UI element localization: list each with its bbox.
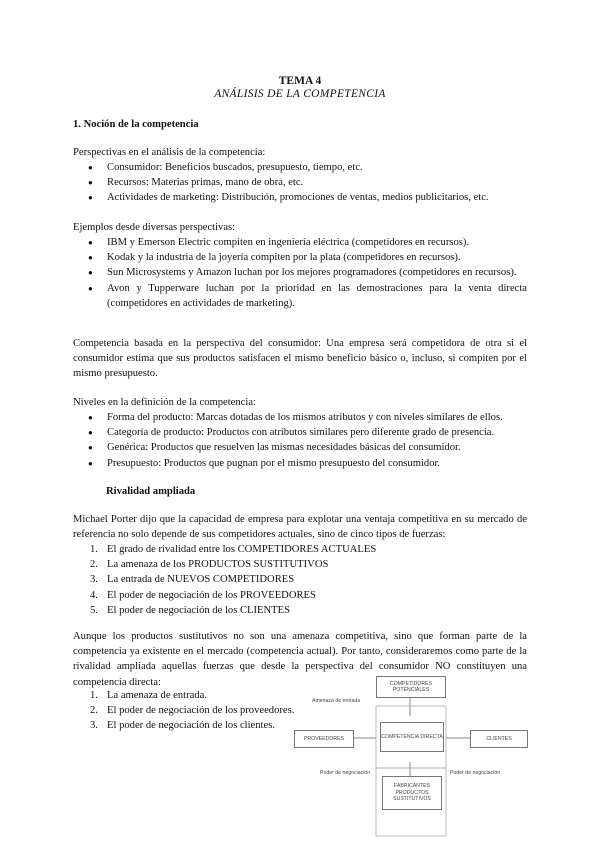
list-item: ● Recursos: Materias primas, mano de obra, etc. — [73, 175, 527, 190]
levels-intro: Niveles en la definición de la competencia: — [73, 397, 256, 408]
extended-rivalry-list — [73, 688, 303, 734]
list-item: ● Avon y Tupperware luchan por la prioridad en las demostraciones para la venta directa (competidores en actividades de marketing). — [73, 281, 527, 311]
substitutes-paragraph: Aunque los productos sustitutivos no son una amenaza competitiva, sino que forman parte de la competencia ya existente en el mercado (competencia actual). Por tanto, consideraremos como parte de la rivalidad ampliada aquellas fuerzas que desde la perspectiva del consumidor NO constituyen una competencia directa: — [73, 631, 527, 688]
list-item: 5. El poder de negociación de los CLIENTES — [90, 604, 290, 616]
list-item: ● Genérica: Productos que resuelven las mismas necesidades básicas del consumidor. — [73, 440, 527, 455]
list-item: ● Sun Microsystems y Amazon luchan por los mejores programadores (competidores en recursos). — [73, 265, 527, 280]
clients-box: CLIENTES — [470, 730, 528, 748]
porter-paragraph: Michael Porter dijo que la capacidad de empresa para explotar una ventaja competitiva en su mercado de referencia no solo depende de sus competidores actuales, sino de cinco tipos de fuerzas: — [73, 514, 527, 541]
examples-intro: Ejemplos desde diversas perspectivas: — [73, 222, 236, 233]
suppliers-box: PROVEEDORES — [294, 730, 354, 748]
consumer-based-paragraph: Competencia basada en la perspectiva del consumidor: Una empresa será competidora de otra si el consumidor estima que sus productos satisfacen el mismo beneficio básico o, incluso, si compiten por el mismo presupuesto. — [73, 338, 527, 380]
forces-list — [73, 542, 527, 618]
list-item: 3. La entrada de NUEVOS COMPETIDORES — [90, 574, 295, 586]
list-item: ● Actividades de marketing: Distribución, promociones de ventas, medios publicitarios, etc. — [73, 190, 527, 205]
document-title: TEMA 4 — [278, 75, 322, 87]
list-item: 1. La amenaza de entrada. — [90, 690, 207, 701]
supplier-power-label: Poder de negociación — [320, 770, 371, 776]
list-item: 2. El poder de negociación de los proveedores. — [90, 705, 295, 717]
direct-competition-box: COMPETENCIA DIRECTA — [380, 722, 444, 752]
list-item: 4. El poder de negociación de los PROVEEDORES — [90, 589, 316, 601]
client-power-label: Poder de negociación — [450, 770, 501, 776]
perspectives-list — [73, 160, 527, 206]
list-item: ● Kodak y la industria de la joyería compiten por la plata (competidores en recursos). — [73, 250, 527, 265]
potential-competitors-box: COMPETIDORES POTENCIALES — [376, 676, 446, 698]
list-item: ● IBM y Emerson Electric compiten en ingeniería eléctrica (competidores en recursos). — [73, 235, 527, 250]
section-heading-rivalidad: Rivalidad ampliada — [106, 486, 196, 497]
list-item: 2. La amenaza de los PRODUCTOS SUSTITUTIVOS — [90, 559, 329, 571]
list-item: 3. El poder de negociación de los clientes. — [90, 720, 275, 732]
list-item: ● Categoría de producto: Productos con atributos similares pero diferente grado de presencia. — [73, 425, 527, 440]
section-heading-competencia: 1. Noción de la competencia — [73, 119, 199, 130]
list-item: ● Consumidor: Beneficios buscados, presupuesto, tiempo, etc. — [73, 160, 527, 175]
entry-threat-label: Amenaza de entrada — [312, 698, 361, 704]
list-item: ● Forma del producto: Marcas dotadas de los mismos atributos y con niveles similares de ellos. — [73, 410, 527, 425]
document-subtitle: ANÁLISIS DE LA COMPETENCIA — [214, 88, 386, 100]
examples-list — [73, 235, 527, 311]
list-item: ● Presupuesto: Productos que pugnan por el mismo presupuesto del consumidor. — [73, 456, 527, 471]
list-item: 1. El grado de rivalidad entre los COMPETIDORES ACTUALES — [90, 544, 377, 555]
levels-list — [73, 410, 527, 471]
substitutes-box: FABRICANTES PRODUCTOS SUSTITUTIVOS — [382, 776, 442, 810]
perspectives-intro: Perspectivas en el análisis de la competencia: — [73, 147, 266, 158]
porter-forces-diagram — [290, 672, 530, 842]
